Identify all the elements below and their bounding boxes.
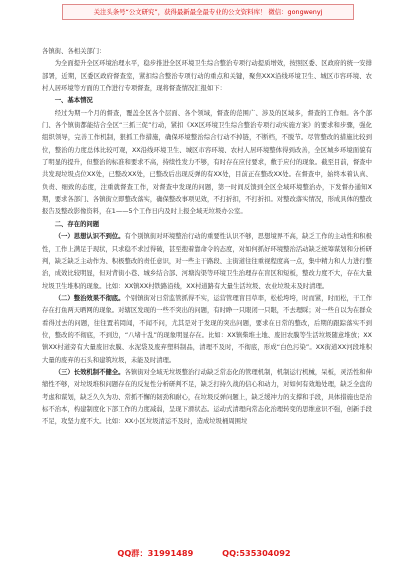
qq-number-text: QQ:535304092 (222, 548, 291, 558)
intro-paragraph: 为全面提升全区环境治理水平，稳步推进全区环境卫生综合整治专项行动提质增效，按照区委、区政府的统一安排部署，近期，区委区政府督查室，紧扣综合整治专项行动的重点和关键，聚焦XXX沿线环境卫生、城区市容环境、农村人居环境等方面的工作进行专项督查，现将督查情况汇报如下： (42, 60, 372, 93)
contact-footer (0, 548, 408, 559)
problem-heading-1: （一）思想认识不到位。 (54, 233, 125, 241)
problem-text-1: 有个别镇街对环境整治行动的重要性认识不够，思想境界不高，缺乏工作的主动性和积极性，工作上满足于现状，只求稳不求过得破，甚至抱着靠命令的态度，对如何抓好环境整治活动缺乏统筹谋划和分析研判，缺乏缺乏主动作为、积极整改的责任意识，对一些主干路段、主街道往往重视程度高一点，集中精力和人力进行整治，成效比较明显，但对背街小巷、城乡结合部、河塘沟渠等环境卫生治理存在盲区和短板，整改力度不大，存在大量垃圾卫生堆积的现象。比如：XX镇XX村铁路沿线，XX村道路有大量生活垃圾、农业垃圾未及时清理。 (42, 233, 372, 290)
problem-paragraph-1 (42, 231, 372, 293)
problem-text-2: 个别镇街对日常监管抓得不实，运营管理盲目草率，松松垮垮，时而紧，时而松，干工作存在打鱼两天晒网的现象。对辖区发现的一些不突出的问题，有时睁一只眼闭一只眼，不去理睬；对一些自以为在群众看得过去的问题，往往置若罔闻，不闻不问，尤其是对于发现的突出问题，要求在日常的整改，后期的跟踪落实不到位，整改的不彻底，不到边，“八堵十乱”的现象明显存在。比如：XX镇柴堆土地、废旧农膜等生活垃圾随意堆放；XX镇XX村道旁有大量废旧农膜、水泥袋及废弃塑料制品，清理不及时，不彻底，形成“白色污染”。XX街道XX河段堆积大量的废弃的石头和建筑垃圾，未能及时清理。 (42, 294, 372, 364)
salutation: 各镇街、各相关部门： (42, 48, 106, 55)
qq-group-text: QQ群：31991489 (117, 548, 194, 558)
problem-paragraph-3 (42, 367, 372, 429)
problem-heading-3: （三）长效机制不健全。 (54, 368, 125, 376)
problem-heading-2: （二）整治效果不彻底。 (54, 294, 125, 302)
section-heading-problems: 二、存在的问题 (54, 220, 100, 228)
problem-paragraph-2 (42, 293, 372, 367)
promo-banner[interactable]: 关注头条号“公文研究”，获得最新最全最专业的公文资料库！ 微信：gongwenyj (62, 4, 354, 20)
document-body (42, 46, 372, 429)
basic-situation-paragraph: 经过为期一个月的督查，覆盖全区各个层面、各个领域，督查的范围广、涉及的区域多，督查的工作细。各个部门、各个镇街都能结合全区“三抓三促”行动，紧扣《XX区环境卫生综合整治专项行动实施方案》的要求和步骤，强化组织领导，完善工作机制，狠抓工作措施，确保环境整治综合行动不掉链，不断档，不脱节。尽管整改的措施比较到位，整治的力度总体比较可观，XX沿线环境卫生、城区市容环境、农村人居环境整体得到改善，全区城乡环境面貌有了明显的提升，但整治的标准和要求不高，持续性发力不够，有时存在应付要求，敷于应付的现象。截至目前，督查中共发现垃圾点位XX处，已整改XX处，已整改后出现反弹的有XX处，目前正在整改XX处。在督查中，始终本着认真、负责、细致的态度，注重就督查工作，对督查中发现的问题，第一时间反馈到全区全域环境整治办，下发督办通知X期，要求各部门、各镇街立即整改落实，确保整改事项见效，不打折扣，不打折扣。对整改落实情况，形成具体的整改报告及整改影像资料，在1——5个工作日内及时上报全域无垃圾办公室。 (42, 109, 372, 216)
problem-text-3: 各镇街对全域无垃圾整治行动缺乏常态化的管理机制，机制运行机械，呆板，灵活性和伸缩性不够，对垃圾堆积问题存在的反复性分析研判不足，缺乏打持久战的信心和动力，对如何有效地处理，缺乏全盘的考虑和谋划，缺乏久久为功、常抓不懈的韧劲和耐心，在垃圾反弹问题上，缺乏缓冲力的支撑和手段，具体措施也是治标不治本，构建制度化下部工作的力度减弱，呈现下滑状态。运动式清理向常态化治理转变的思维意识不强，创新手段不足，攻坚力度不大。比如：XX小区垃圾清运不及时，造成垃圾桶周围垃 (42, 368, 372, 426)
section-heading-basic: 一、基本情况 (54, 97, 93, 105)
